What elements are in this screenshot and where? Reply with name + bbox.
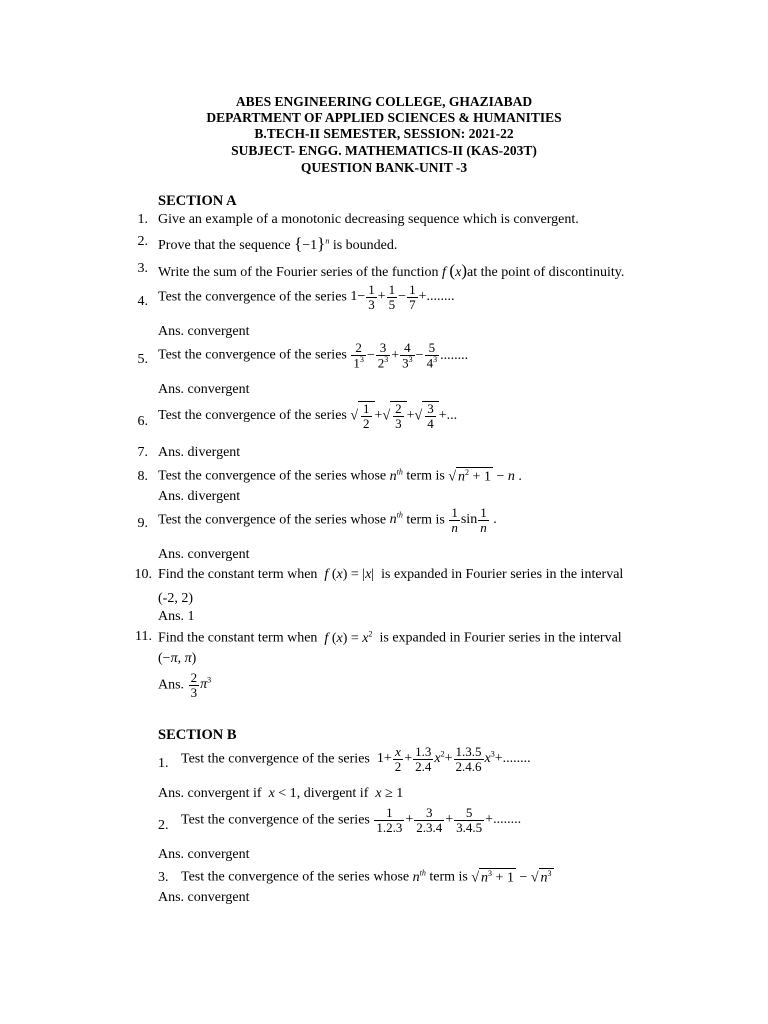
question-9	[158, 506, 497, 534]
question-10	[158, 567, 623, 583]
subject-line: SUBJECT- ENGG. MATHEMATICS-II (KAS-203T)	[231, 143, 537, 158]
question-number: 6.	[137, 414, 148, 429]
question-text: at the point of discontinuity.	[466, 265, 625, 280]
math-condition: x ≥ 1	[375, 786, 404, 801]
question-6	[158, 401, 457, 430]
question-8	[158, 467, 522, 486]
question-5	[158, 341, 468, 370]
math-series: 1− $\frac{1}{3}$ + $\frac{1}{5}$ − $\frac{1}{7}$ +........	[350, 282, 455, 312]
answer-text: Ans. convergent	[158, 547, 250, 562]
answer-text: , divergent if	[296, 786, 369, 801]
college-name: ABES ENGINEERING COLLEGE, GHAZIABAD	[235, 94, 533, 109]
question-number: 11.	[135, 629, 152, 644]
question-b2	[181, 806, 521, 834]
question-text: Prove that the sequence	[158, 238, 291, 253]
section-b-heading: SECTION B	[158, 727, 237, 743]
interval-text: (-2, 2)	[158, 591, 193, 606]
answer-text: Ans. 1	[158, 609, 195, 624]
math-function: f $(x) = x^2$	[324, 629, 373, 646]
answer-text: Ans. convergent	[158, 382, 250, 397]
answer-text: Ans. divergent	[158, 445, 241, 460]
semester-session: B.TECH-II SEMESTER, SESSION: 2021-22	[254, 126, 514, 141]
question-text: Give an example of a monotonic decreasing sequence which is convergent.	[158, 212, 579, 227]
question-text: Test the convergence of the series	[181, 812, 370, 828]
math-interval: (−π, π)	[158, 651, 197, 666]
answer-text: Ans. divergent	[158, 489, 241, 504]
math-function: f (x) = |x|	[324, 567, 378, 582]
question-text: Test the convergence of the series	[158, 347, 347, 363]
question-number: 9.	[137, 516, 148, 531]
math-nth: $n^{th}$	[389, 467, 403, 484]
math-term: $\frac{1}{n}$ sin $\frac{1}{n}$ .	[451, 505, 497, 535]
question-number: 2.	[158, 818, 169, 833]
question-b1	[181, 745, 531, 773]
answer-text: Ans. convergent	[158, 324, 250, 339]
question-number: 8.	[137, 469, 148, 484]
answer-text: Ans. convergent if	[158, 786, 262, 801]
department-name: DEPARTMENT OF APPLIED SCIENCES & HUMANITIES	[206, 110, 562, 125]
question-text: Find the constant term when	[158, 630, 318, 646]
math-nth: $n^{th}$	[389, 510, 403, 528]
answer-11	[158, 671, 211, 699]
question-text: Write the sum of the Fourier series of the function	[158, 265, 439, 280]
question-3	[158, 261, 624, 281]
question-number: 1.	[137, 212, 148, 227]
question-2	[158, 234, 397, 254]
answer-text: Ans. convergent	[158, 890, 250, 905]
document-title: QUESTION BANK-UNIT -3	[300, 160, 468, 175]
answer-b1	[158, 786, 403, 802]
question-text: is expanded in Fourier series in the interval	[381, 567, 624, 582]
question-text: is expanded in Fourier series in the interval	[379, 630, 622, 646]
question-text: Test the convergence of the series	[158, 407, 347, 423]
question-number: 2.	[137, 234, 148, 249]
question-number: 4.	[137, 294, 148, 309]
answer-text: Ans.	[158, 677, 185, 693]
math-answer: $\frac{2}{3}$ $\pi^3$	[190, 670, 212, 700]
question-text: Test the convergence of the series whose	[158, 468, 387, 484]
math-nth: $n^{th}$	[412, 868, 426, 885]
question-number: 3.	[158, 870, 169, 885]
question-number: 5.	[137, 352, 148, 367]
answer-text: Ans. convergent	[158, 847, 250, 862]
math-series: 1+ $\frac{x}{2}$ + $\frac{1.3}{2.4}$ $x^2+$ $\frac{1.3.5}{2.4.6}$ $x^3+$........	[373, 744, 531, 774]
question-text: term is	[406, 468, 445, 484]
question-text: term is	[429, 869, 468, 885]
question-text: is bounded.	[332, 238, 398, 253]
math-sequence: $\{-1\}^n$	[294, 234, 330, 253]
question-text: Test the convergence of the series whose	[181, 869, 410, 885]
question-text: Test the convergence of the series	[158, 289, 347, 305]
question-text: term is	[406, 512, 445, 528]
question-4	[158, 283, 454, 311]
question-text: Test the convergence of the series whose	[158, 512, 387, 528]
math-series: $\frac{1}{1.2.3}$ + $\frac{3}{2.3.4}$ + $\frac{5}{3.4.5}$ +........	[376, 805, 522, 835]
math-condition: x < 1	[268, 786, 297, 801]
question-11	[158, 629, 622, 647]
question-text: Find the constant term when	[158, 567, 318, 582]
math-series: √ $\frac{1}{2}$ +√ $\frac{2}{3}$ +√ $\frac{3}{4}$ +...	[350, 401, 458, 431]
question-number: 3.	[137, 261, 148, 276]
question-number: 10.	[134, 567, 152, 582]
question-number: 7.	[137, 445, 148, 460]
math-term: √ $n^2 + 1 - n$ .	[448, 468, 522, 485]
question-text: Test the convergence of the series	[181, 751, 370, 767]
question-number: 1.	[158, 756, 169, 771]
math-function: f (x)	[442, 261, 467, 280]
section-a-heading: SECTION A	[158, 193, 237, 209]
question-b3	[181, 868, 554, 887]
math-term: √ $n^3 + 1$ − √ $n^3$	[471, 869, 552, 886]
math-series: $\frac{2}{1^3}$ − $\frac{3}{2^3}$ + $\frac{4}{3^3}$ − $\frac{5}{4^3}$ ........	[353, 340, 469, 370]
